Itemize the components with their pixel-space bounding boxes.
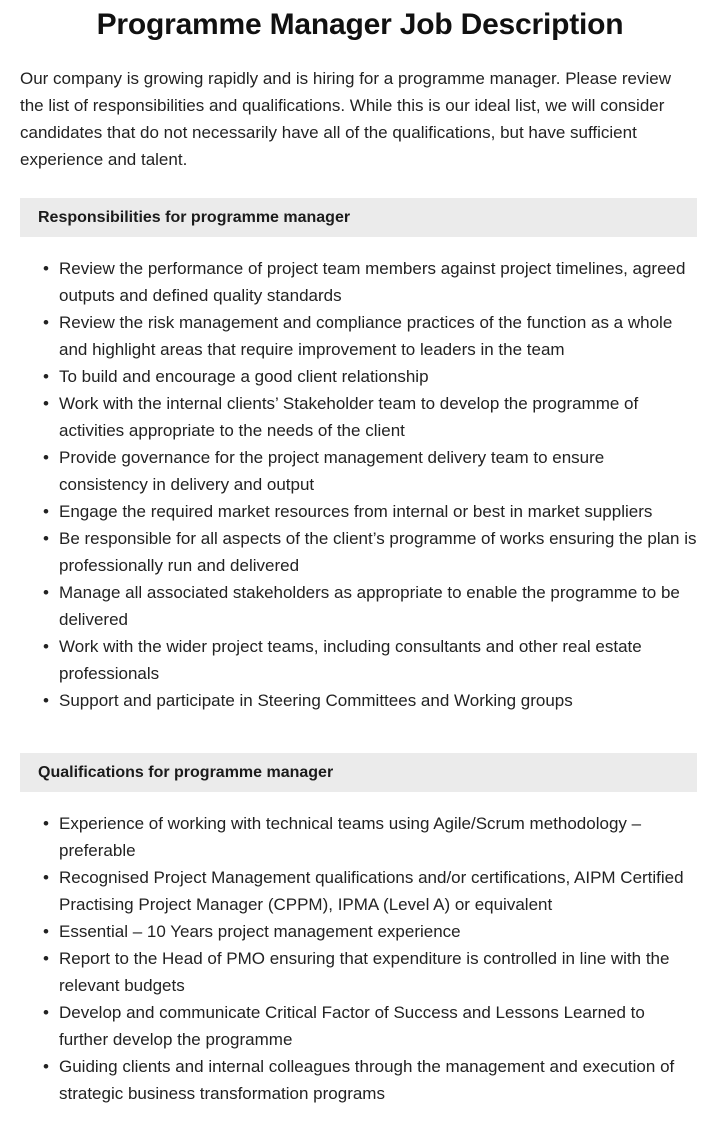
list-item-text: To build and encourage a good client relationship xyxy=(59,367,429,386)
list-item xyxy=(20,444,697,498)
list-item xyxy=(20,498,697,525)
list-item-text: Work with the internal clients’ Stakeholder team to develop the programme of activities appropriate to the needs of the client xyxy=(59,394,639,440)
bullet-icon: • xyxy=(43,583,49,602)
bullet-icon: • xyxy=(43,637,49,656)
list-item xyxy=(20,579,697,633)
bullet-icon: • xyxy=(43,868,49,887)
section-bullet-list xyxy=(0,792,720,1107)
bottom-spacer xyxy=(0,1107,720,1133)
bullet-icon: • xyxy=(43,1057,49,1076)
bullet-icon: • xyxy=(43,529,49,548)
section-spacer xyxy=(0,714,720,728)
list-item-text: Develop and communicate Critical Factor of Success and Lessons Learned to further develop the programme xyxy=(59,1003,645,1049)
list-item-text: Review the risk management and compliance practices of the function as a whole and highlight areas that require improvement to leaders in the team xyxy=(59,313,673,359)
list-item-text: Recognised Project Management qualifications and/or certifications, AIPM Certified Practising Project Manager (CPPM), IPMA (Level A) or equivalent xyxy=(59,868,684,914)
page-title: Programme Manager Job Description xyxy=(96,8,624,41)
list-item-text: Engage the required market resources from internal or best in market suppliers xyxy=(59,502,653,521)
list-item xyxy=(20,687,697,714)
list-item xyxy=(20,633,697,687)
list-item xyxy=(20,525,697,579)
section-heading: Responsibilities for programme manager xyxy=(38,208,351,226)
bullet-icon: • xyxy=(43,367,49,386)
list-item-text: Guiding clients and internal colleagues through the management and execution of strategic business transformation programs xyxy=(59,1057,675,1103)
list-item xyxy=(20,864,697,918)
bullet-icon: • xyxy=(43,259,49,278)
bullet-icon: • xyxy=(43,313,49,332)
bullet-icon: • xyxy=(43,448,49,467)
list-item xyxy=(20,918,697,945)
list-item-text: Experience of working with technical teams using Agile/Scrum methodology – preferable xyxy=(59,814,642,860)
section-header-band xyxy=(20,198,697,237)
sections-container xyxy=(0,198,720,1107)
bullet-icon: • xyxy=(43,502,49,521)
list-item xyxy=(20,810,697,864)
section-header-band xyxy=(20,753,697,792)
list-item-text: Manage all associated stakeholders as appropriate to enable the programme to be delivered xyxy=(59,583,680,629)
intro-paragraph: Our company is growing rapidly and is hiring for a programme manager. Please review the list of responsibilities and qualifications. While this is our ideal list, we will consider candidates that do not necessarily have all of the qualifications, but have sufficient experience and talent. xyxy=(20,69,672,169)
list-item-text: Essential – 10 Years project management experience xyxy=(59,922,461,941)
list-item xyxy=(20,1053,697,1107)
bullet-icon: • xyxy=(43,949,49,968)
section-bullet-list xyxy=(0,237,720,714)
bullet-icon: • xyxy=(43,691,49,710)
bullet-icon: • xyxy=(43,922,49,941)
list-item xyxy=(20,945,697,999)
list-item-text: Be responsible for all aspects of the client’s programme of works ensuring the plan is professionally run and delivered xyxy=(59,529,697,575)
bullet-icon: • xyxy=(43,814,49,833)
bullet-icon: • xyxy=(43,1003,49,1022)
list-item xyxy=(20,999,697,1053)
list-item-text: Review the performance of project team members against project timelines, agreed outputs and defined quality standards xyxy=(59,259,686,305)
list-item-text: Provide governance for the project management delivery team to ensure consistency in delivery and output xyxy=(59,448,605,494)
list-item-text: Report to the Head of PMO ensuring that expenditure is controlled in line with the relevant budgets xyxy=(59,949,670,995)
list-item-text: Support and participate in Steering Committees and Working groups xyxy=(59,691,573,710)
list-item xyxy=(20,255,697,309)
list-item xyxy=(20,309,697,363)
bullet-icon: • xyxy=(43,394,49,413)
list-item xyxy=(20,363,697,390)
list-item-text: Work with the wider project teams, including consultants and other real estate professionals xyxy=(59,637,642,683)
section-heading: Qualifications for programme manager xyxy=(38,763,334,781)
list-item xyxy=(20,390,697,444)
